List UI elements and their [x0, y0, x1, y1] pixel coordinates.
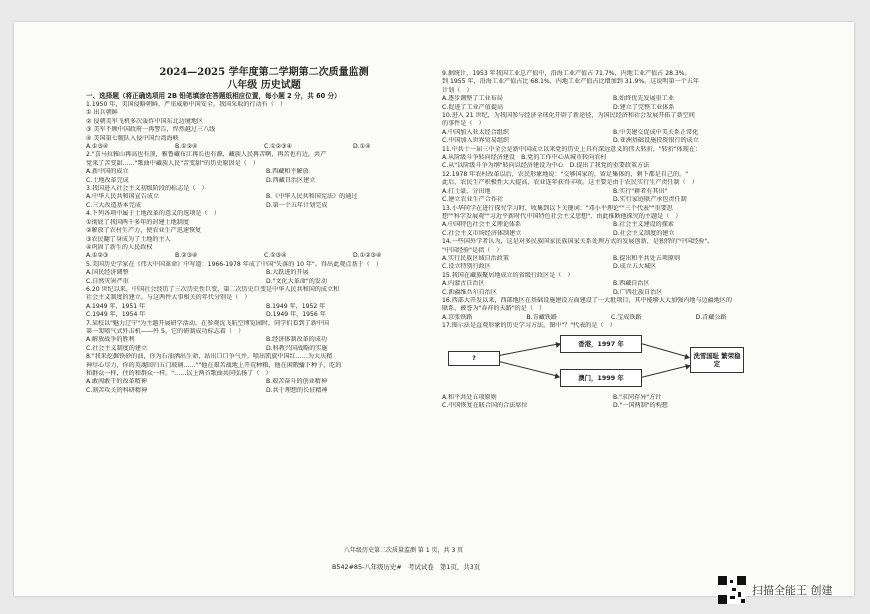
answer-option[interactable]: C.设立特别行政区 [442, 263, 491, 271]
answer-option[interactable]: B.大跃进的开展 [266, 269, 309, 277]
question [442, 205, 780, 239]
question [442, 322, 780, 410]
diagram-arrow [499, 343, 560, 356]
question [86, 151, 442, 185]
answer-option[interactable]: A.敢闯敢干的改革精神 [86, 378, 147, 386]
answer-option[interactable]: D."一国两制"的构想 [613, 402, 668, 409]
question-stem: 第一架喷气式歼击机——歼 5。它的研制成功标志着（ ） [86, 327, 245, 335]
answer-option[interactable]: A.中华人民共和国宣告成立 [86, 193, 160, 201]
question-stem: 神尽心尽力，你的英魂回归五门玻璃……""他在艰苦战地上开荒种粮，他在闲暇播下种子，吃的 [86, 361, 342, 369]
answer-option[interactable]: A.1949 年，1951 年 [86, 302, 146, 310]
question-stem: 和群众一样，住的和群众一样。"……以上两首歌曲共同弘扬了（ ） [86, 370, 272, 377]
question-item: ② 侵朝美军飞机多次轰炸中国东北边境地区 [86, 117, 204, 125]
answer-option[interactable]: C.社会主义市场经济体制建立 [442, 229, 522, 237]
answer-option[interactable]: B.经济体制改革的成功 [266, 336, 327, 344]
question-stem: 7.某校以"魅力辽宁"为主题开展研学活动。在参观沈飞航空博览园时，同学们看到了新中国 [86, 319, 329, 327]
question [442, 146, 780, 171]
answer-options [442, 394, 780, 411]
answer-option[interactable]: D.西藏自治区建立 [266, 176, 316, 184]
answer-option[interactable]: C.1949 年，1954 年 [86, 311, 146, 319]
question-stem: 17.图示法是直观形象的历史学习方法。图中"？"代表的是（ ） [442, 322, 616, 330]
scanner-watermark: 扫描全能王 创建 [752, 584, 833, 597]
answer-options [86, 143, 442, 151]
answer-option[interactable]: A.中国特色社会主义理论体系 [442, 221, 522, 229]
question [86, 210, 442, 260]
answer-option[interactable]: D.科教兴国战略的实施 [266, 344, 328, 352]
question-stem: 8."我来挖掘铁砂的油，你为石油洒出生命，站出口口争气井，喷出凯旋中国红……为大庆精 [86, 353, 333, 361]
answer-option[interactable]: A.国民经济调整 [86, 269, 129, 277]
answer-option[interactable]: C.三大改造基本完成 [86, 201, 141, 209]
question-stem: 社会主义制度的建立。与这两件大事相关的年代分别是（ ） [86, 294, 251, 302]
answer-option[interactable]: B.青藏铁路 [526, 313, 557, 321]
question-stem: 12.1978 年农村改革以后，农民形象地说："交够国家的，留足集体的，剩下都是自己的。" [442, 170, 689, 178]
answer-option[interactable]: C.自然灾害严重 [86, 277, 129, 285]
page-footer-note: 八年级历史第二次质量监测 第 1 页，共 3 页 [344, 547, 464, 554]
section-heading: 一、选择题（将正确选项用 2B 铅笔填涂在答题纸相应位置，每小题 2 分，共 60 分） [86, 92, 341, 100]
question [86, 185, 442, 210]
question [86, 101, 442, 151]
answer-option[interactable]: B.中美建交促成中美关系正常化 [613, 128, 699, 136]
diagram-arrow [499, 361, 559, 377]
answer-option[interactable]: C.中国恢复在联合国的合法席位 [442, 402, 528, 409]
question [86, 320, 442, 354]
question-stem: 党来了苦变甜……"歌曲中藏族人民"苦变甜"的历史原因是（ ） [86, 159, 259, 167]
qr-code-icon [718, 576, 746, 604]
question-stem: 11.中共十一届三中全会是新中国成立以来党的历史上具有深远意义的伟大转折，"转折"体现在： [442, 145, 702, 153]
question [442, 171, 780, 205]
answer-option[interactable]: D.共于理想的长征精神 [266, 386, 328, 394]
exam-subtitle: 八年级 历史试题 [227, 80, 301, 91]
answer-option[interactable]: C.土地改革完成 [86, 176, 129, 184]
right-question-list [442, 70, 780, 410]
answer-options [442, 129, 780, 146]
answer-option[interactable]: B.实行"耕者有其田" [613, 187, 668, 195]
question [442, 70, 780, 112]
question-item: ①彻底了我国两千多年的封建土地制度 [86, 218, 189, 226]
question-item: ④ 美国第七舰队入侵中国台湾海峡 [86, 134, 179, 142]
answer-options [86, 252, 442, 260]
answer-options [442, 314, 780, 322]
answer-option[interactable]: A.①③④ [86, 143, 109, 151]
question [442, 112, 780, 146]
question-17-diagram [442, 333, 780, 391]
question-stem: 的事件是（ ） [442, 120, 485, 128]
question-stem: 3.我国进入社会主义初级阶段的标志是（ ） [86, 185, 208, 193]
answer-options [86, 193, 442, 210]
answer-option[interactable]: B.社会主义建设的探索 [613, 221, 674, 229]
answer-option[interactable]: B.①②④ [175, 143, 198, 151]
diagram-arrow [641, 343, 689, 358]
question-item: ③ 美军不顾中国政府一再警告，悍然越过三八线 [86, 126, 216, 134]
answer-option[interactable]: D.社会主义制度的建立 [613, 229, 675, 237]
answer-option[interactable]: D.1949 年，1956 年 [266, 311, 326, 319]
answer-option[interactable]: C.社会主义制度的建立 [86, 344, 148, 352]
answer-options [442, 255, 780, 272]
answer-option[interactable]: B.西藏和平解放 [266, 168, 309, 176]
diagram-result-box: 洗雪国耻 繁荣稳定 [690, 347, 744, 373]
question-stem: 14.一些国外学者认为，这是对多民族国家民族国家关系处理方式的发展创新，是独特的"中国经验"。 [442, 238, 714, 246]
answer-option[interactable]: C.建立农业生产合作社 [442, 196, 504, 204]
answer-options [442, 221, 780, 238]
question [86, 353, 442, 395]
question-stem: 计划（ ） [442, 86, 473, 94]
diagram-question-box: ? [448, 351, 500, 366]
answer-option[interactable]: A.中国加入亚太经合组织 [442, 128, 509, 136]
question-stem: 6.20 世纪以来，中国社会经历了三次历史性巨变，第二次历史巨变是中华人民共和国的成立和 [86, 285, 340, 293]
answer-option[interactable]: D."文化大革命"的发动 [266, 277, 327, 285]
question-stem: 想""科学发展观""习近平新时代中国特色社会主义思想"，由此推断他探究的主题是（ ） [442, 212, 682, 220]
question-item: ②解放了农村生产力，使农业生产迅速恢复 [86, 227, 202, 235]
question-item: ③农民翻了身成为了土地的主人 [86, 235, 171, 243]
answer-option[interactable]: A.打土豪，分田地 [442, 187, 491, 195]
answer-option[interactable]: A.实行民族区域自治政策 [442, 254, 509, 262]
answer-option[interactable]: D.①④ [353, 143, 371, 151]
answer-options [86, 168, 442, 185]
answer-option[interactable]: C.①③④ [264, 252, 287, 260]
answer-option[interactable]: C.中国加入世界贸易组织 [442, 137, 510, 145]
answer-option[interactable]: B.《中华人民共和国宪法》的通过 [266, 193, 358, 201]
answer-option[interactable]: B.西藏自治区 [613, 280, 650, 288]
answer-option[interactable]: B.艰苦奋斗的创业精神 [266, 378, 327, 386]
answer-option[interactable]: D.亚洲基础设施投资银行的成立 [613, 137, 699, 145]
answer-option[interactable]: D.青藏公路 [695, 313, 727, 321]
right-column [442, 70, 780, 410]
answer-option[interactable]: C.刻苦攻关的科研精神 [86, 386, 148, 394]
answer-option[interactable]: A.和平共处五项原则 [442, 393, 497, 401]
answer-options [442, 188, 780, 205]
answer-option[interactable]: C.①②③④ [264, 143, 293, 151]
question-stem: 5.美国历史学家在《伟大中国革命》中写道：1966-1978 年成了中国"失落的 10 年"。得出此观点基于（ ） [86, 260, 382, 268]
question-stem: 13.小华同学在进行探究学习时，收集到以下关键词："邓小平理论""三个代表""重要思 [442, 204, 673, 212]
page-footer-code: B542#85-八年级历史# 考试试卷 第1页，共3页 [332, 563, 481, 571]
exam-title: 2024—2025 学年度第二学期第二次质量监测 [159, 67, 369, 78]
answer-options [442, 280, 780, 297]
answer-option[interactable]: D.建立了完整工业体系 [613, 103, 675, 111]
question-stem: 此后，农民生产积极性大大提高，农业连年获得丰收。这主要是由于农民实行生产责任制（ ） [442, 179, 698, 187]
question [86, 261, 442, 286]
question [442, 272, 780, 297]
answer-option[interactable]: B.②③④ [175, 252, 198, 260]
question [86, 286, 442, 320]
question-stem: 4.下列各项中属于土地改革的意义的选项是（ ） [86, 210, 220, 218]
question-stem: 16.西部大开发以来，西部地区在基础设施建设方面建设了一大批项目，其中能够大大加强内地与边疆地区的 [442, 296, 733, 304]
question-stem: 1.1950 年，美国侵略朝鲜，严重威胁中国安全。我国采取的行动有（ ） [86, 101, 286, 108]
question-stem: 到 1955 年，沿海工业产值占比 68.1%，内地工业产值占比增加到 31.9%。这说明第一个五年 [442, 78, 699, 86]
question [442, 238, 780, 272]
answer-option[interactable]: C.促进了工业产值提高 [442, 103, 504, 111]
question-stem: A.从阶级斗争转向经济建设 B.党的工作中心从城市转向农村 [442, 154, 607, 162]
answer-options [86, 336, 442, 353]
question-item: ① 出兵朝鲜 [86, 109, 118, 117]
exam-paper [14, 22, 854, 596]
answer-option[interactable]: C.新疆维吾尔自治区 [442, 288, 497, 296]
question-stem: 10.进入 21 世纪，为我国参与经济全球化开辟了新途径，为国民经济和社会发展开拓了新空间 [442, 112, 695, 120]
answer-options [86, 269, 442, 286]
answer-option[interactable]: B.提出和平共处五项原则 [613, 254, 681, 262]
question [442, 297, 780, 322]
diagram-macau-box: 澳门，1999 年 [560, 369, 642, 387]
answer-option[interactable]: D.广西壮族自治区 [613, 288, 663, 296]
answer-options [86, 378, 442, 395]
left-column [86, 66, 442, 395]
answer-option[interactable]: B."求同存异"方针 [613, 393, 662, 401]
diagram-arrow [641, 365, 690, 378]
answer-option[interactable]: D.①②③④ [353, 252, 382, 260]
answer-option[interactable]: A.逐步调整了工业布局 [442, 95, 503, 103]
answer-option[interactable]: B.1949 年，1952 年 [266, 302, 326, 310]
answer-option[interactable]: C.宝成铁路 [611, 313, 642, 321]
question-stem: C.从"以阶级斗争为纲"转向以经济建设为中心 D.提出了我党的重要政策方法 [442, 162, 650, 170]
answer-option[interactable]: D.实行家庭联产承包责任制 [613, 196, 687, 204]
question-stem: "中国经验"是指（ ） [442, 246, 503, 254]
answer-option[interactable]: D.第一个五年计划完成 [266, 201, 328, 209]
answer-options [442, 95, 780, 112]
question-item: ④巩固了新生的人民政权 [86, 243, 153, 251]
question-stem: 联系，被誉为"吞祥的天路"的是（ ） [442, 305, 546, 313]
left-question-list [86, 101, 442, 395]
answer-options [86, 303, 442, 320]
answer-option[interactable]: D.成立五大城区 [613, 263, 657, 271]
answer-option[interactable]: A.京张铁路 [442, 313, 473, 321]
answer-option[interactable]: A.解放战争的胜利 [86, 336, 135, 344]
answer-option[interactable]: A.①②③ [86, 252, 109, 260]
answer-option[interactable]: A.新中国的成立 [86, 168, 129, 176]
answer-option[interactable]: A.内蒙古自治区 [442, 280, 485, 288]
question-stem: 15.我国在藏族聚居地成立的省级行政区是（ ） [442, 271, 574, 279]
answer-option[interactable]: B.始终优先发展重工业 [613, 95, 674, 103]
question-stem: 2."喜马拉雅山再高也有顶，雅鲁藏布江再长也有源，藏族人民再苦啊，再苦也有边，共产 [86, 151, 327, 159]
diagram-hongkong-box: 香港，1997 年 [560, 335, 642, 353]
question-stem: 9.据统计，1953 年我国工业总产值中，沿海工业产值占 71.7%，内地工业产值占 28.3%。 [442, 70, 691, 77]
